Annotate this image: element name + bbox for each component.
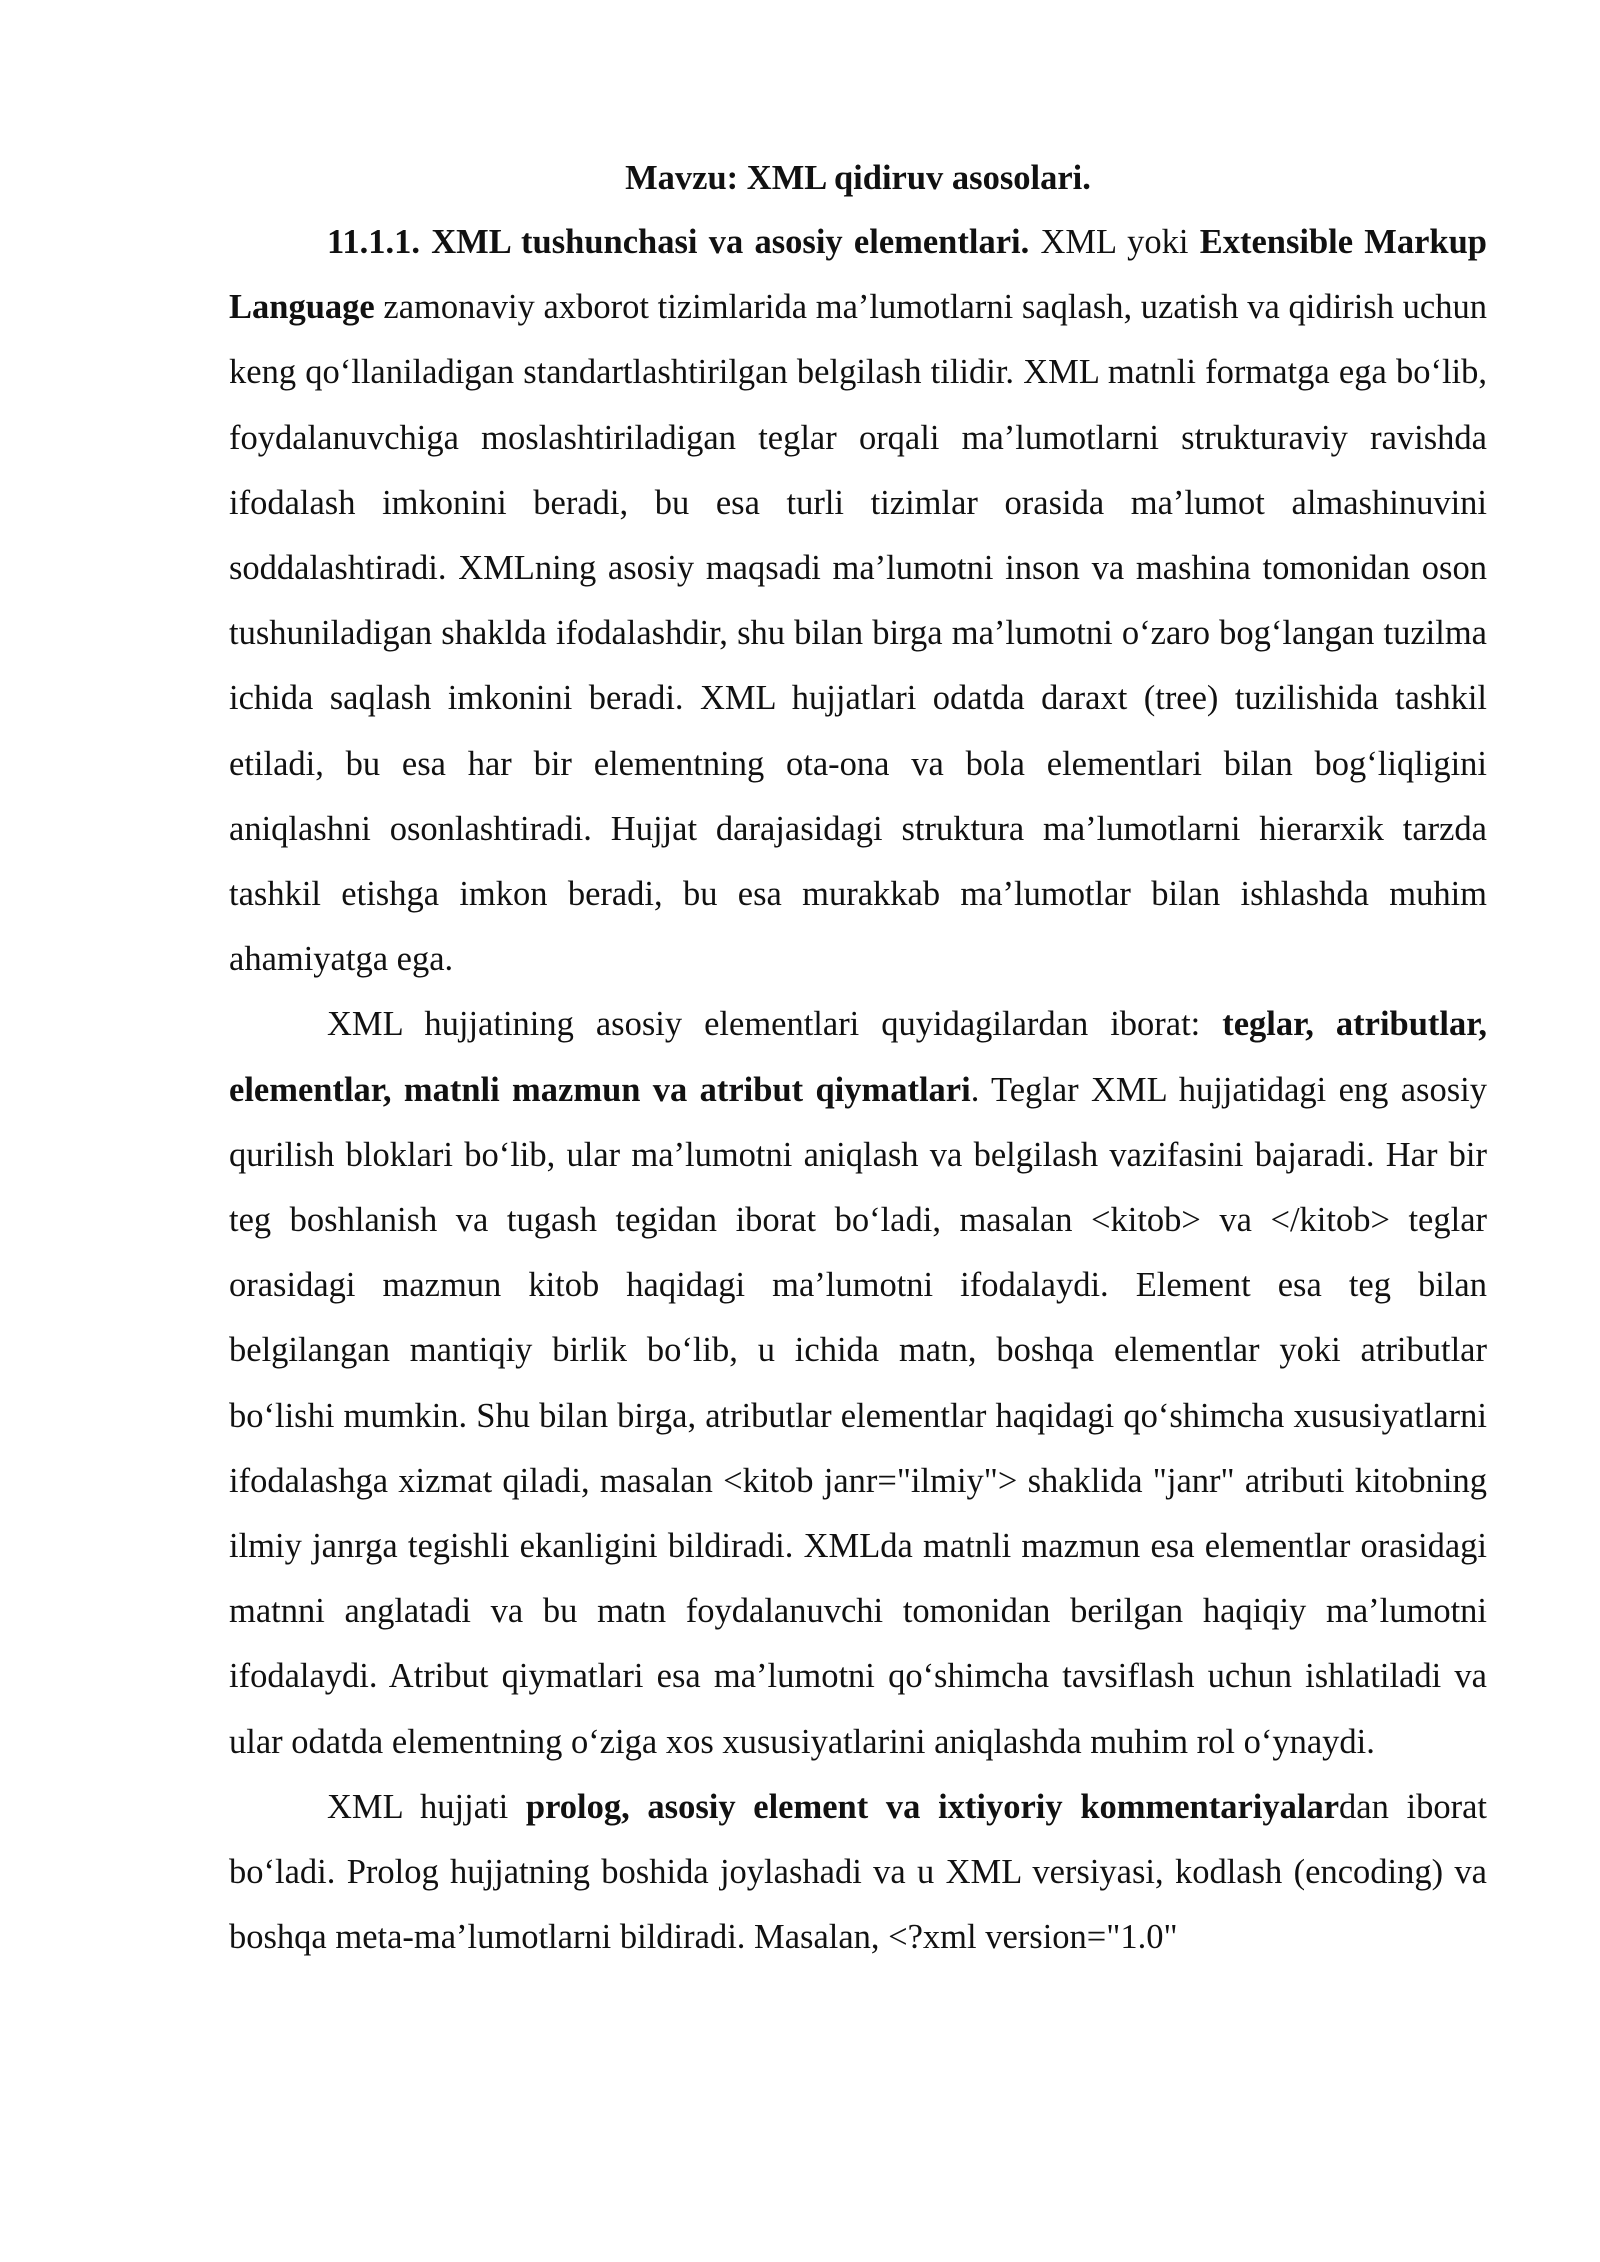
- paragraph-1-text-a: XML yoki: [1029, 223, 1200, 261]
- paragraph-2-bold-list: teglar, atributlar, elementlar, matnli mazmun va atribut qiymatlari: [229, 1005, 1488, 1109]
- paragraph-1: [229, 210, 1487, 992]
- paragraph-3-bold-list: prolog, asosiy element va ixtiyoriy kommentariyalar: [525, 1787, 1340, 1826]
- paragraph-2: [229, 992, 1487, 1774]
- paragraph-1-text-b: zamonaviy axborot tizimlarida ma’lumotlarni saqlash, uzatish va qidirish uchun keng qo‘llaniladigan standartlashtirilgan belgilash tilidir. XML matnli formatga ega bo‘lib, foydalanuvchiga moslashtiriladigan teglar orqali ma’lumotlarni strukturaviy ravishda ifodalash imkonini beradi, bu esa turli tizimlar orasida ma’lumot almashinuvini soddalashtiradi. XMLning asosiy maqsadi ma’lumotni inson va mashina tomonidan oson tushuniladigan shaklda ifodalashdir, shu bilan birga ma’lumotni o‘zaro bog‘langan tuzilma ichida saqlash imkonini beradi. XML hujjatlari odatda daraxt (tree) tuzilishida tashkil etiladi, bu esa har bir elementning ota-ona va bola elementlari bilan bog‘liqligini aniqlashni osonlashtiradi. Hujjat darajasidagi struktura ma’lumotlarni hierarxik tarzda tashkil etishga imkon beradi, bu esa murakkab ma’lumotlar bilan ishlashda muhim ahamiyatga ega.: [229, 288, 1487, 979]
- paragraph-3-text-a: XML hujjati: [327, 1787, 526, 1826]
- page-title: Mavzu: XML qidiruv asosolari.: [625, 159, 1091, 197]
- paragraph-3-text-b: dan iborat bo‘ladi. Prolog hujjatning boshida joylashadi va u XML versiyasi, kodlash (encoding) va boshqa meta-ma’lumotlarni bildiradi. Masalan, <?xml version="1.0": [229, 1787, 1487, 1957]
- term-extensible-markup-language: Extensible Markup Language: [229, 223, 1487, 327]
- paragraph-2-text-a: XML hujjatining asosiy elementlari quyidagilardan iborat:: [327, 1005, 1223, 1044]
- section-heading: 11.1.1. XML tushunchasi va asosiy elementlari.: [327, 223, 1030, 261]
- paragraph-2-text-b: . Teglar XML hujjatidagi eng asosiy qurilish bloklari bo‘lib, ular ma’lumotni aniqlash va belgilash vazifasini bajaradi. Har bir teg boshlanish va tugash tegidan iborat bo‘ladi, masalan <kitob> va </kitob> teglar orasidagi mazmun kitob haqidagi ma’lumotni ifodalaydi. Element esa teg bilan belgilangan mantiqiy birlik bo‘lib, u ichida matn, boshqa elementlar yoki atributlar bo‘lishi mumkin. Shu bilan birga, atributlar elementlar haqidagi qo‘shimcha xususiyatlarni ifodalashga xizmat qiladi, masalan <kitob janr="ilmiy"> shaklida "janr" atributi kitobning ilmiy janrga tegishli ekanligini bildiradi. XMLda matnli mazmun esa elementlar orasidagi matnni anglatadi va bu matn foydalanuvchi tomonidan berilgan haqiqiy ma’lumotni ifodalaydi. Atribut qiymatlari esa ma’lumotni qo‘shimcha tavsiflash uchun ishlatiladi va ular odatda elementning o‘ziga xos xususiyatlarini aniqlashda muhim rol o‘ynaydi.: [229, 1070, 1487, 1761]
- document-body: [229, 150, 1487, 1970]
- paragraph-3: [229, 1775, 1487, 1971]
